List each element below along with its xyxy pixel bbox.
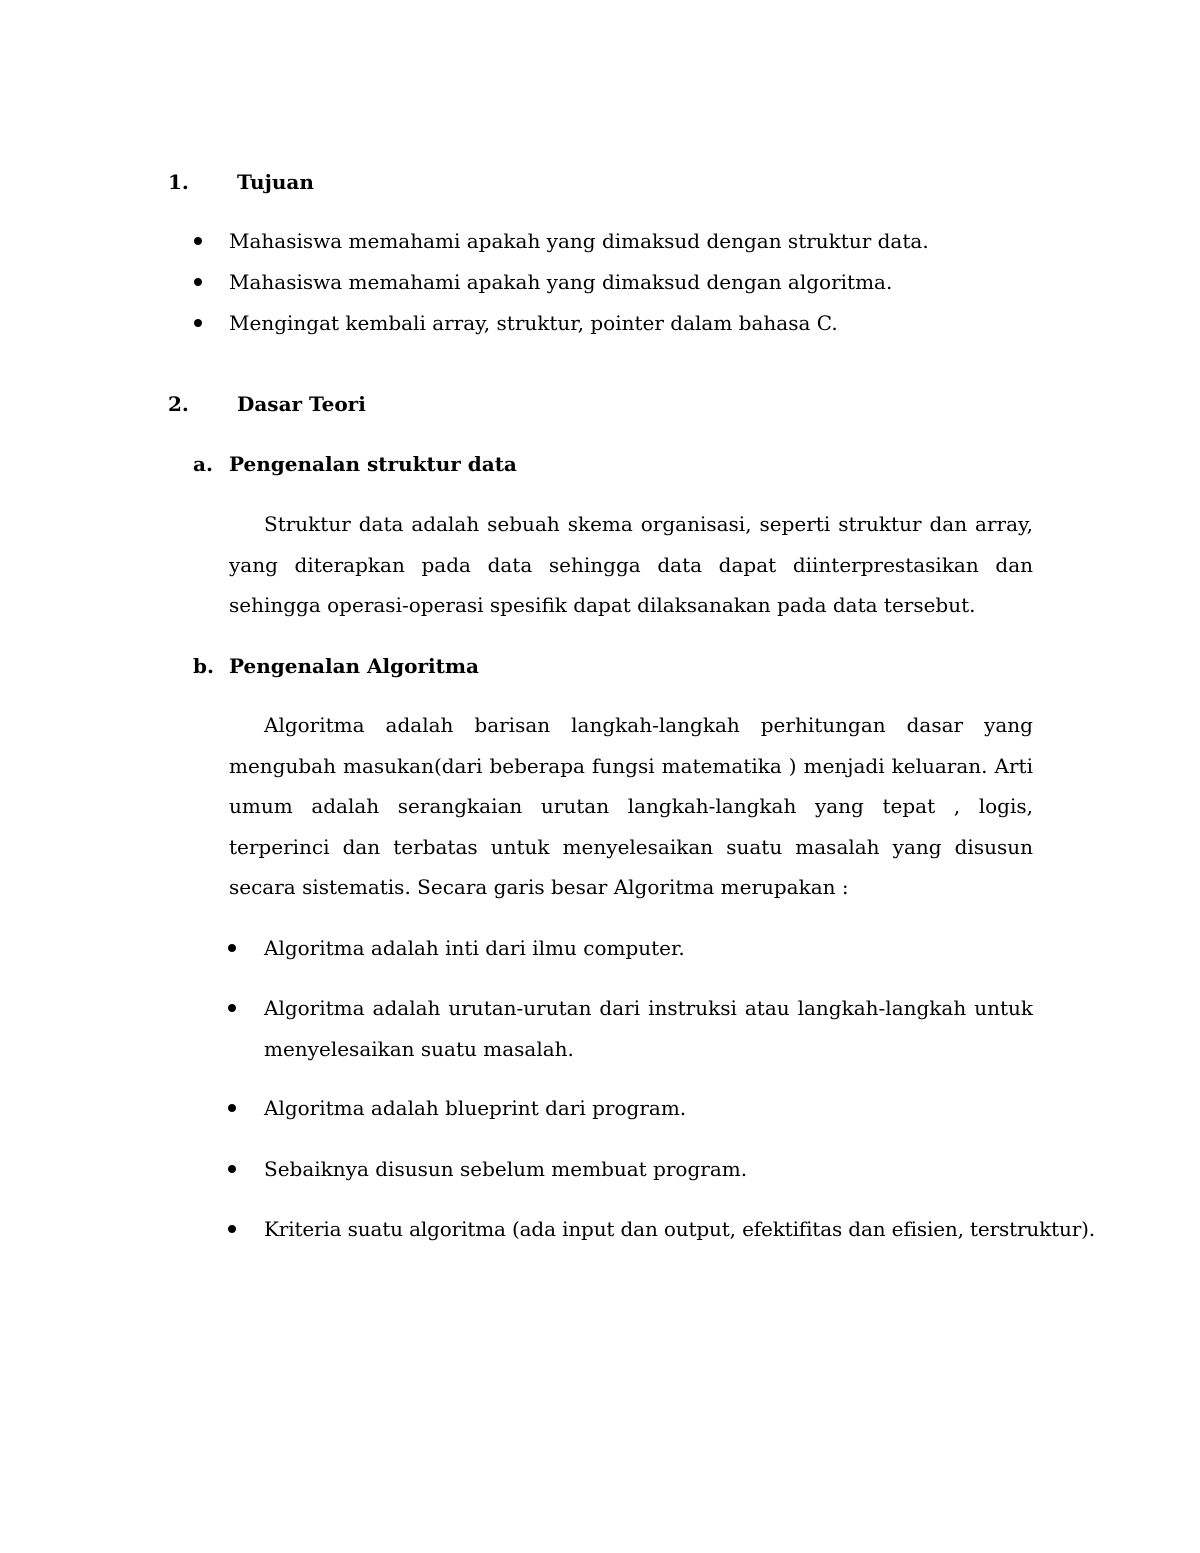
- bullet-icon: [228, 1165, 236, 1173]
- bullet-icon: [194, 237, 202, 245]
- algoritma-bullet-4: [228, 1149, 1033, 1190]
- bullet-icon: [228, 1004, 236, 1012]
- algoritma-bullet-text: Algoritma adalah inti dari ilmu computer.: [264, 936, 685, 960]
- tujuan-bullet-text: Mengingat kembali array, struktur, pointer dalam bahasa C.: [229, 311, 838, 335]
- section-1-number: 1.: [168, 170, 189, 194]
- algoritma-bullet-2: [228, 988, 1033, 1069]
- section-2-title: Dasar Teori: [237, 392, 366, 416]
- bullet-icon: [228, 944, 236, 952]
- section-2-number: 2.: [168, 392, 189, 416]
- algoritma-bullet-text: Algoritma adalah urutan-urutan dari instruksi atau langkah-langkah untuk menyelesaikan suatu masalah.: [264, 996, 1033, 1061]
- algoritma-bullet-3: [228, 1088, 1033, 1129]
- algoritma-bullet-text: Kriteria suatu algoritma (ada input dan output, efektifitas dan efisien, terstruktur).: [264, 1217, 1096, 1241]
- bullet-icon: [194, 319, 202, 327]
- tujuan-bullet-text: Mahasiswa memahami apakah yang dimaksud dengan algoritma.: [229, 270, 893, 294]
- tujuan-bullet-text: Mahasiswa memahami apakah yang dimaksud dengan struktur data.: [229, 229, 929, 253]
- subsection-b-title: Pengenalan Algoritma: [229, 654, 479, 678]
- algoritma-bullet-5: [228, 1209, 1096, 1250]
- algoritma-bullet-text: Sebaiknya disusun sebelum membuat program.: [264, 1157, 748, 1181]
- subsection-b-letter: b.: [193, 654, 214, 678]
- struktur-data-paragraph: Struktur data adalah sebuah skema organisasi, seperti struktur dan array, yang diterapkan pada data sehingga data dapat diinterprestasikan dan sehingga operasi-operasi spesifik dapat dilaksanakan pada data tersebut.: [229, 512, 1033, 617]
- algoritma-bullet-1: [228, 928, 1033, 969]
- bullet-icon: [228, 1104, 236, 1112]
- bullet-icon: [194, 278, 202, 286]
- bullet-icon: [228, 1225, 236, 1233]
- algoritma-bullet-text: Algoritma adalah blueprint dari program.: [264, 1096, 687, 1120]
- section-1-title: Tujuan: [237, 170, 314, 194]
- algoritma-paragraph: Algoritma adalah barisan langkah-langkah perhitungan dasar yang mengubah masukan(dari beberapa fungsi matematika ) menjadi keluaran. Arti umum adalah serangkaian urutan langkah-langkah yang tepat , logis, terperinci dan terbatas untuk menyelesaikan suatu masalah yang disusun secara sistematis. Secara garis besar Algoritma merupakan :: [229, 713, 1033, 899]
- subsection-a-title: Pengenalan struktur data: [229, 452, 517, 476]
- subsection-a-letter: a.: [193, 452, 213, 476]
